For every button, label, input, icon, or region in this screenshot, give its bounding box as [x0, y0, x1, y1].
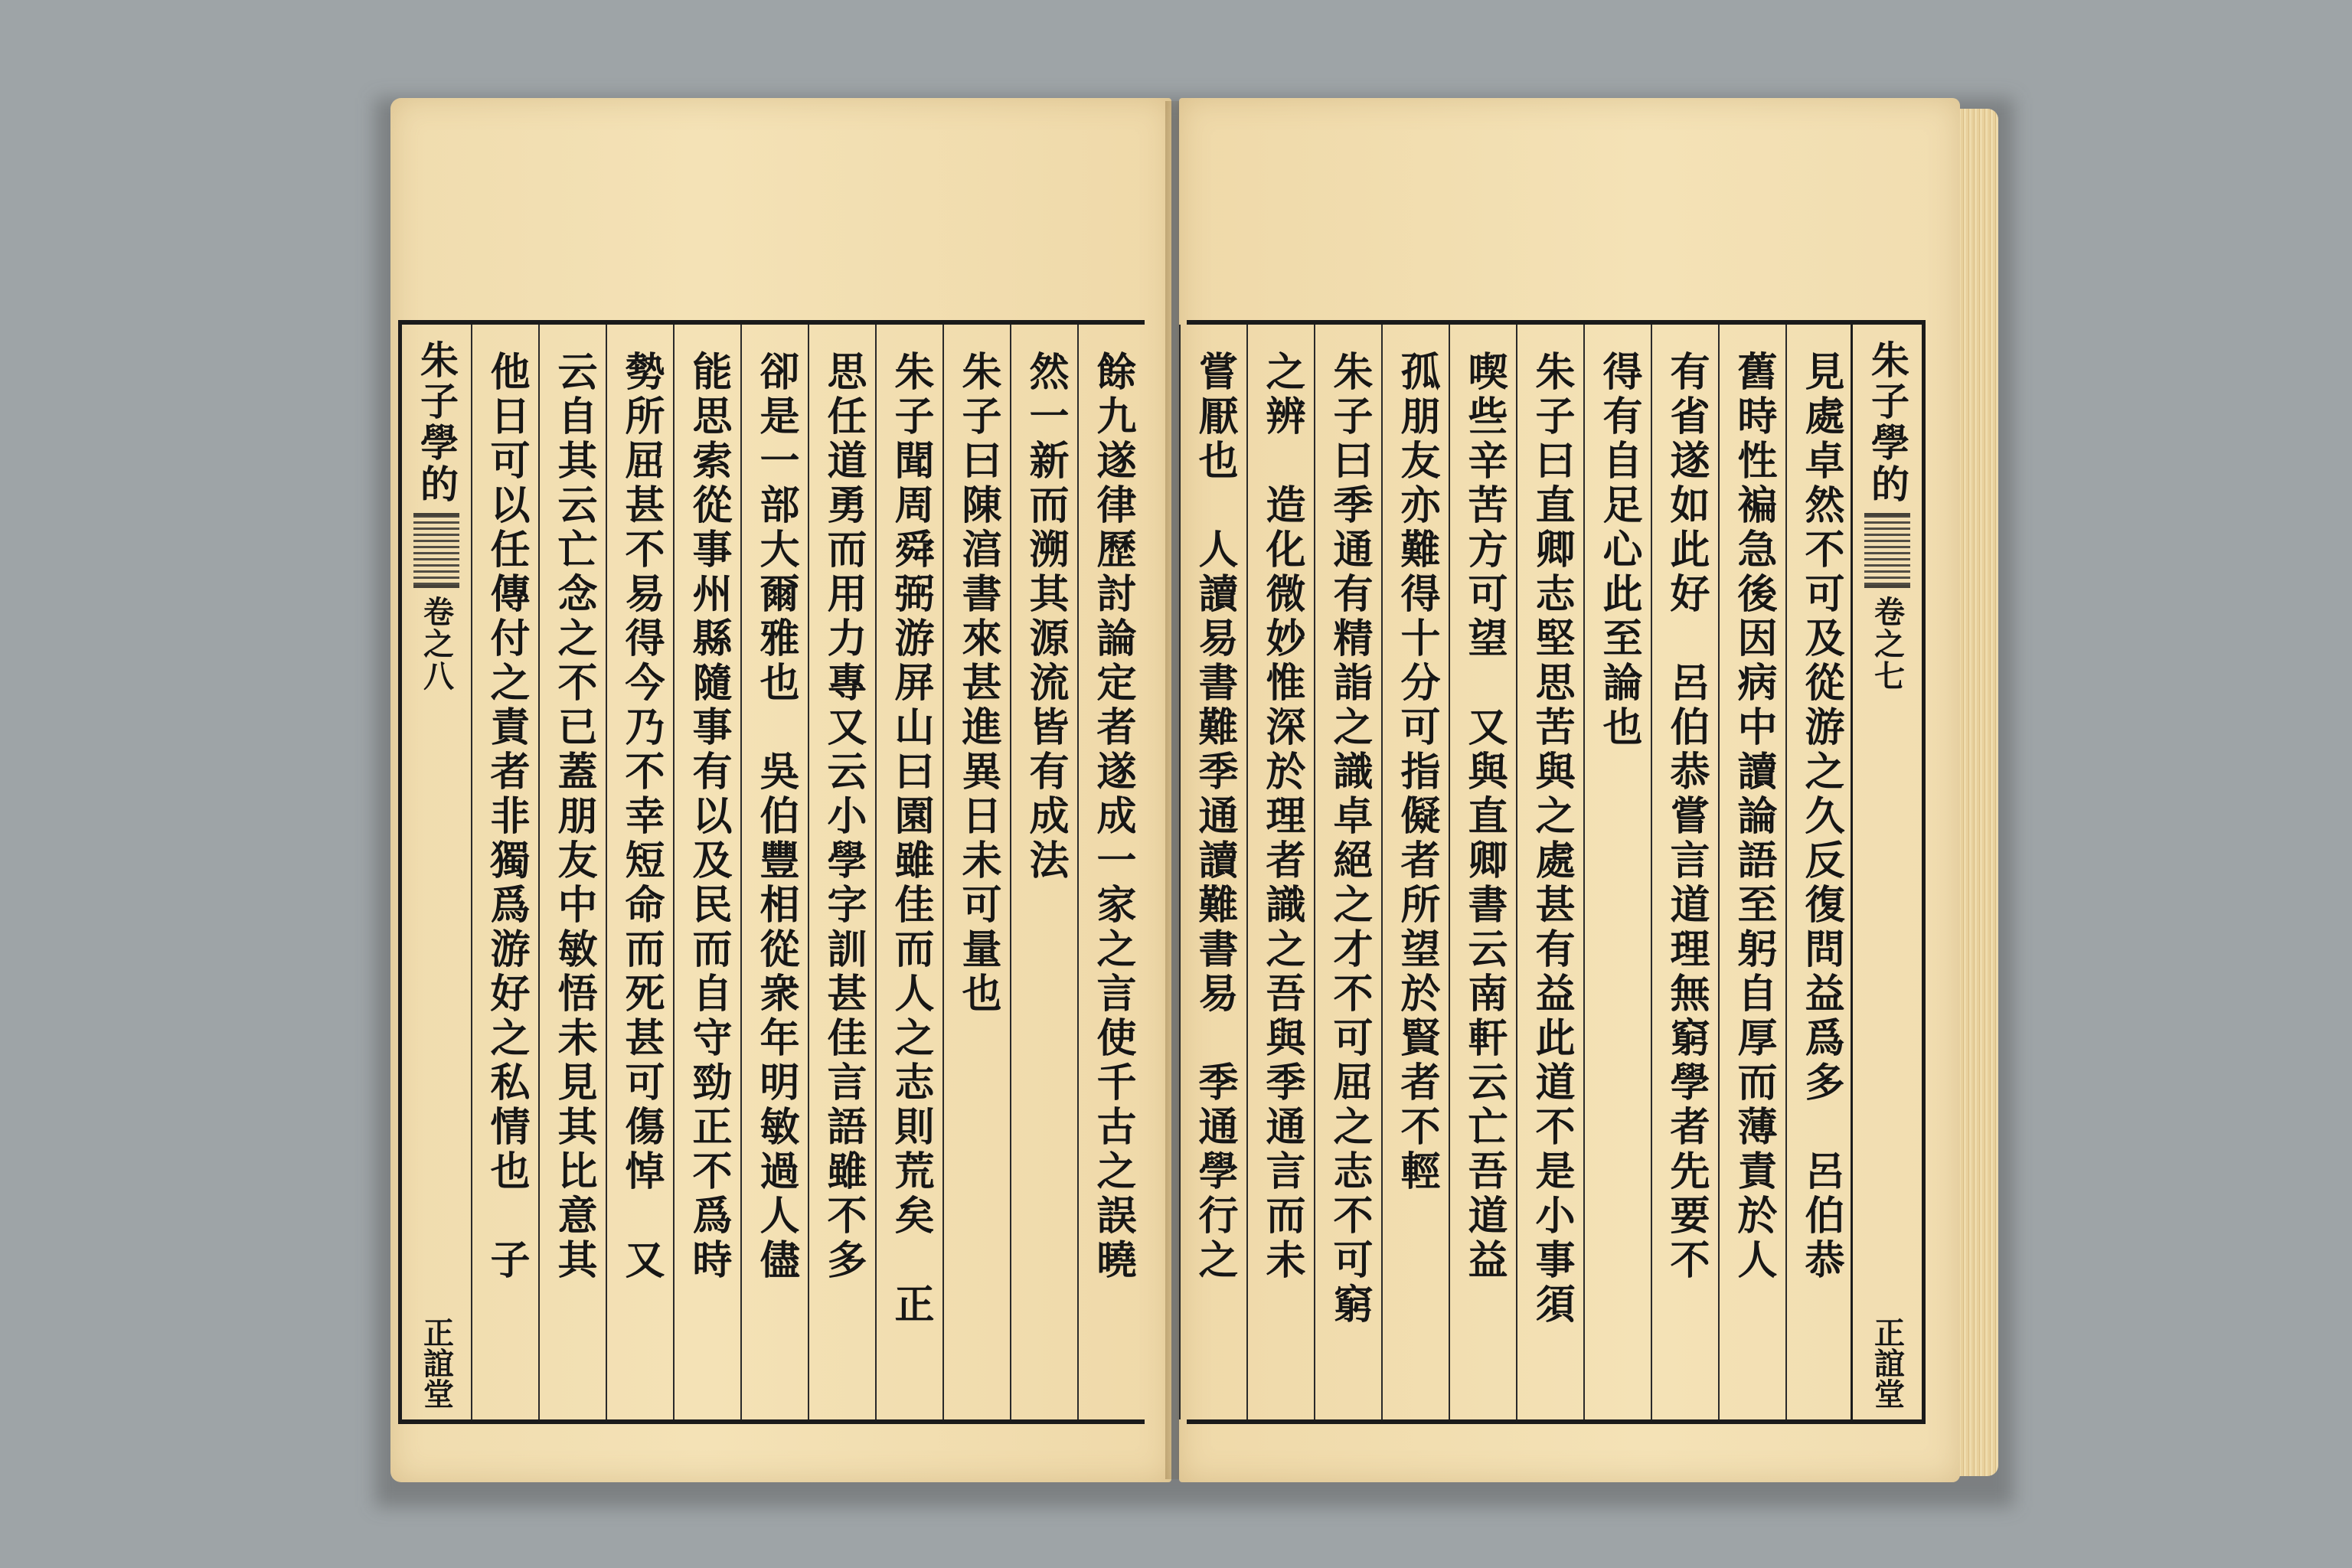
banxin-foot: 正誼堂	[418, 1317, 455, 1409]
text-column	[1583, 325, 1652, 1419]
banxin-page-number: 七	[1869, 660, 1906, 692]
column-text: 餘九遂律歷討論定者遂成一家之言使千古之誤曉	[1089, 351, 1136, 1283]
text-column	[1010, 325, 1079, 1419]
text-column	[1381, 325, 1450, 1419]
banxin-page-number: 八	[418, 660, 455, 692]
column-text: 喫些辛苦方可望 又與直卿書云南軒云亡吾道益	[1461, 351, 1508, 1283]
column-text: 然一新而溯其源流皆有成法	[1022, 351, 1069, 884]
text-column	[1179, 325, 1248, 1419]
text-column	[673, 325, 742, 1419]
column-text: 得有自足心此至論也	[1596, 351, 1642, 750]
fish-tail-mark	[413, 513, 459, 588]
column-text: 孤朋友亦難得十分可指儗者所望於賢者不輕	[1393, 351, 1440, 1194]
column-text: 嘗厭也 人讀易書難季通讀難書易 季通學行之	[1191, 351, 1238, 1283]
banxin-volume: 卷之	[1869, 596, 1906, 660]
column-text: 朱子聞周舜弼游屏山曰園雖佳而人之志則荒矣 正	[887, 351, 934, 1328]
column-text: 之辨 造化微妙惟深於理者識之吾與季通言而未	[1259, 351, 1305, 1283]
text-column	[942, 325, 1011, 1419]
banxin-title: 朱子學的	[414, 340, 459, 505]
text-column	[1718, 325, 1787, 1419]
left-upper-margin	[390, 98, 1171, 320]
right-banxin	[1851, 325, 1922, 1419]
column-text: 朱子曰季通有精詣之識卓絕之才不可屈之志不可窮	[1326, 351, 1373, 1328]
text-column	[1785, 325, 1854, 1419]
text-column	[538, 325, 607, 1419]
left-page	[390, 98, 1171, 1482]
text-column	[1246, 325, 1315, 1419]
left-banxin	[402, 325, 471, 1419]
text-column	[1449, 325, 1517, 1419]
text-column	[875, 325, 944, 1419]
column-text: 舊時性褊急後因病中讀論語至躬自厚而薄責於人	[1730, 351, 1777, 1283]
column-text: 云自其云亡念之不已蓋朋友中敏悟未見其比意其	[550, 351, 597, 1283]
left-text-frame	[398, 320, 1145, 1424]
text-column	[471, 325, 540, 1419]
banxin-volume: 卷之	[418, 596, 455, 660]
column-text: 朱子曰陳湻書來甚進異日未可量也	[955, 351, 1001, 1017]
right-page	[1179, 98, 1960, 1482]
column-text: 卻是一部大爾雅也 吳伯豐相從衆年明敏過人儘	[753, 351, 799, 1283]
column-text: 能思索從事州縣隨事有以及民而自守勁正不爲時	[685, 351, 732, 1283]
text-column	[1516, 325, 1585, 1419]
banxin-title: 朱子學的	[1865, 340, 1910, 505]
text-column	[1077, 325, 1146, 1419]
text-column	[606, 325, 675, 1419]
open-book	[383, 90, 2006, 1491]
text-column	[808, 325, 877, 1419]
right-text-frame	[1187, 320, 1926, 1424]
column-text: 朱子曰直卿志堅思苦與之處甚有益此道不是小事須	[1528, 351, 1575, 1328]
text-column	[1314, 325, 1383, 1419]
column-text: 思任道勇而用力專又云小學字訓甚佳言語雖不多	[820, 351, 867, 1283]
text-column	[740, 325, 809, 1419]
column-text: 有省遂如此好 呂伯恭嘗言道理無窮學者先要不	[1663, 351, 1710, 1283]
column-text: 勢所屈甚不易得今乃不幸短命而死甚可傷悼 又	[618, 351, 665, 1283]
fish-tail-mark	[1864, 513, 1910, 588]
column-text: 見處卓然不可及從游之久反復問益爲多 呂伯恭	[1798, 351, 1844, 1283]
column-text: 他日可以任傳付之責者非獨爲游好之私情也 子	[483, 351, 530, 1283]
text-column	[1651, 325, 1720, 1419]
right-upper-margin	[1179, 98, 1960, 320]
banxin-foot: 正誼堂	[1869, 1317, 1906, 1409]
